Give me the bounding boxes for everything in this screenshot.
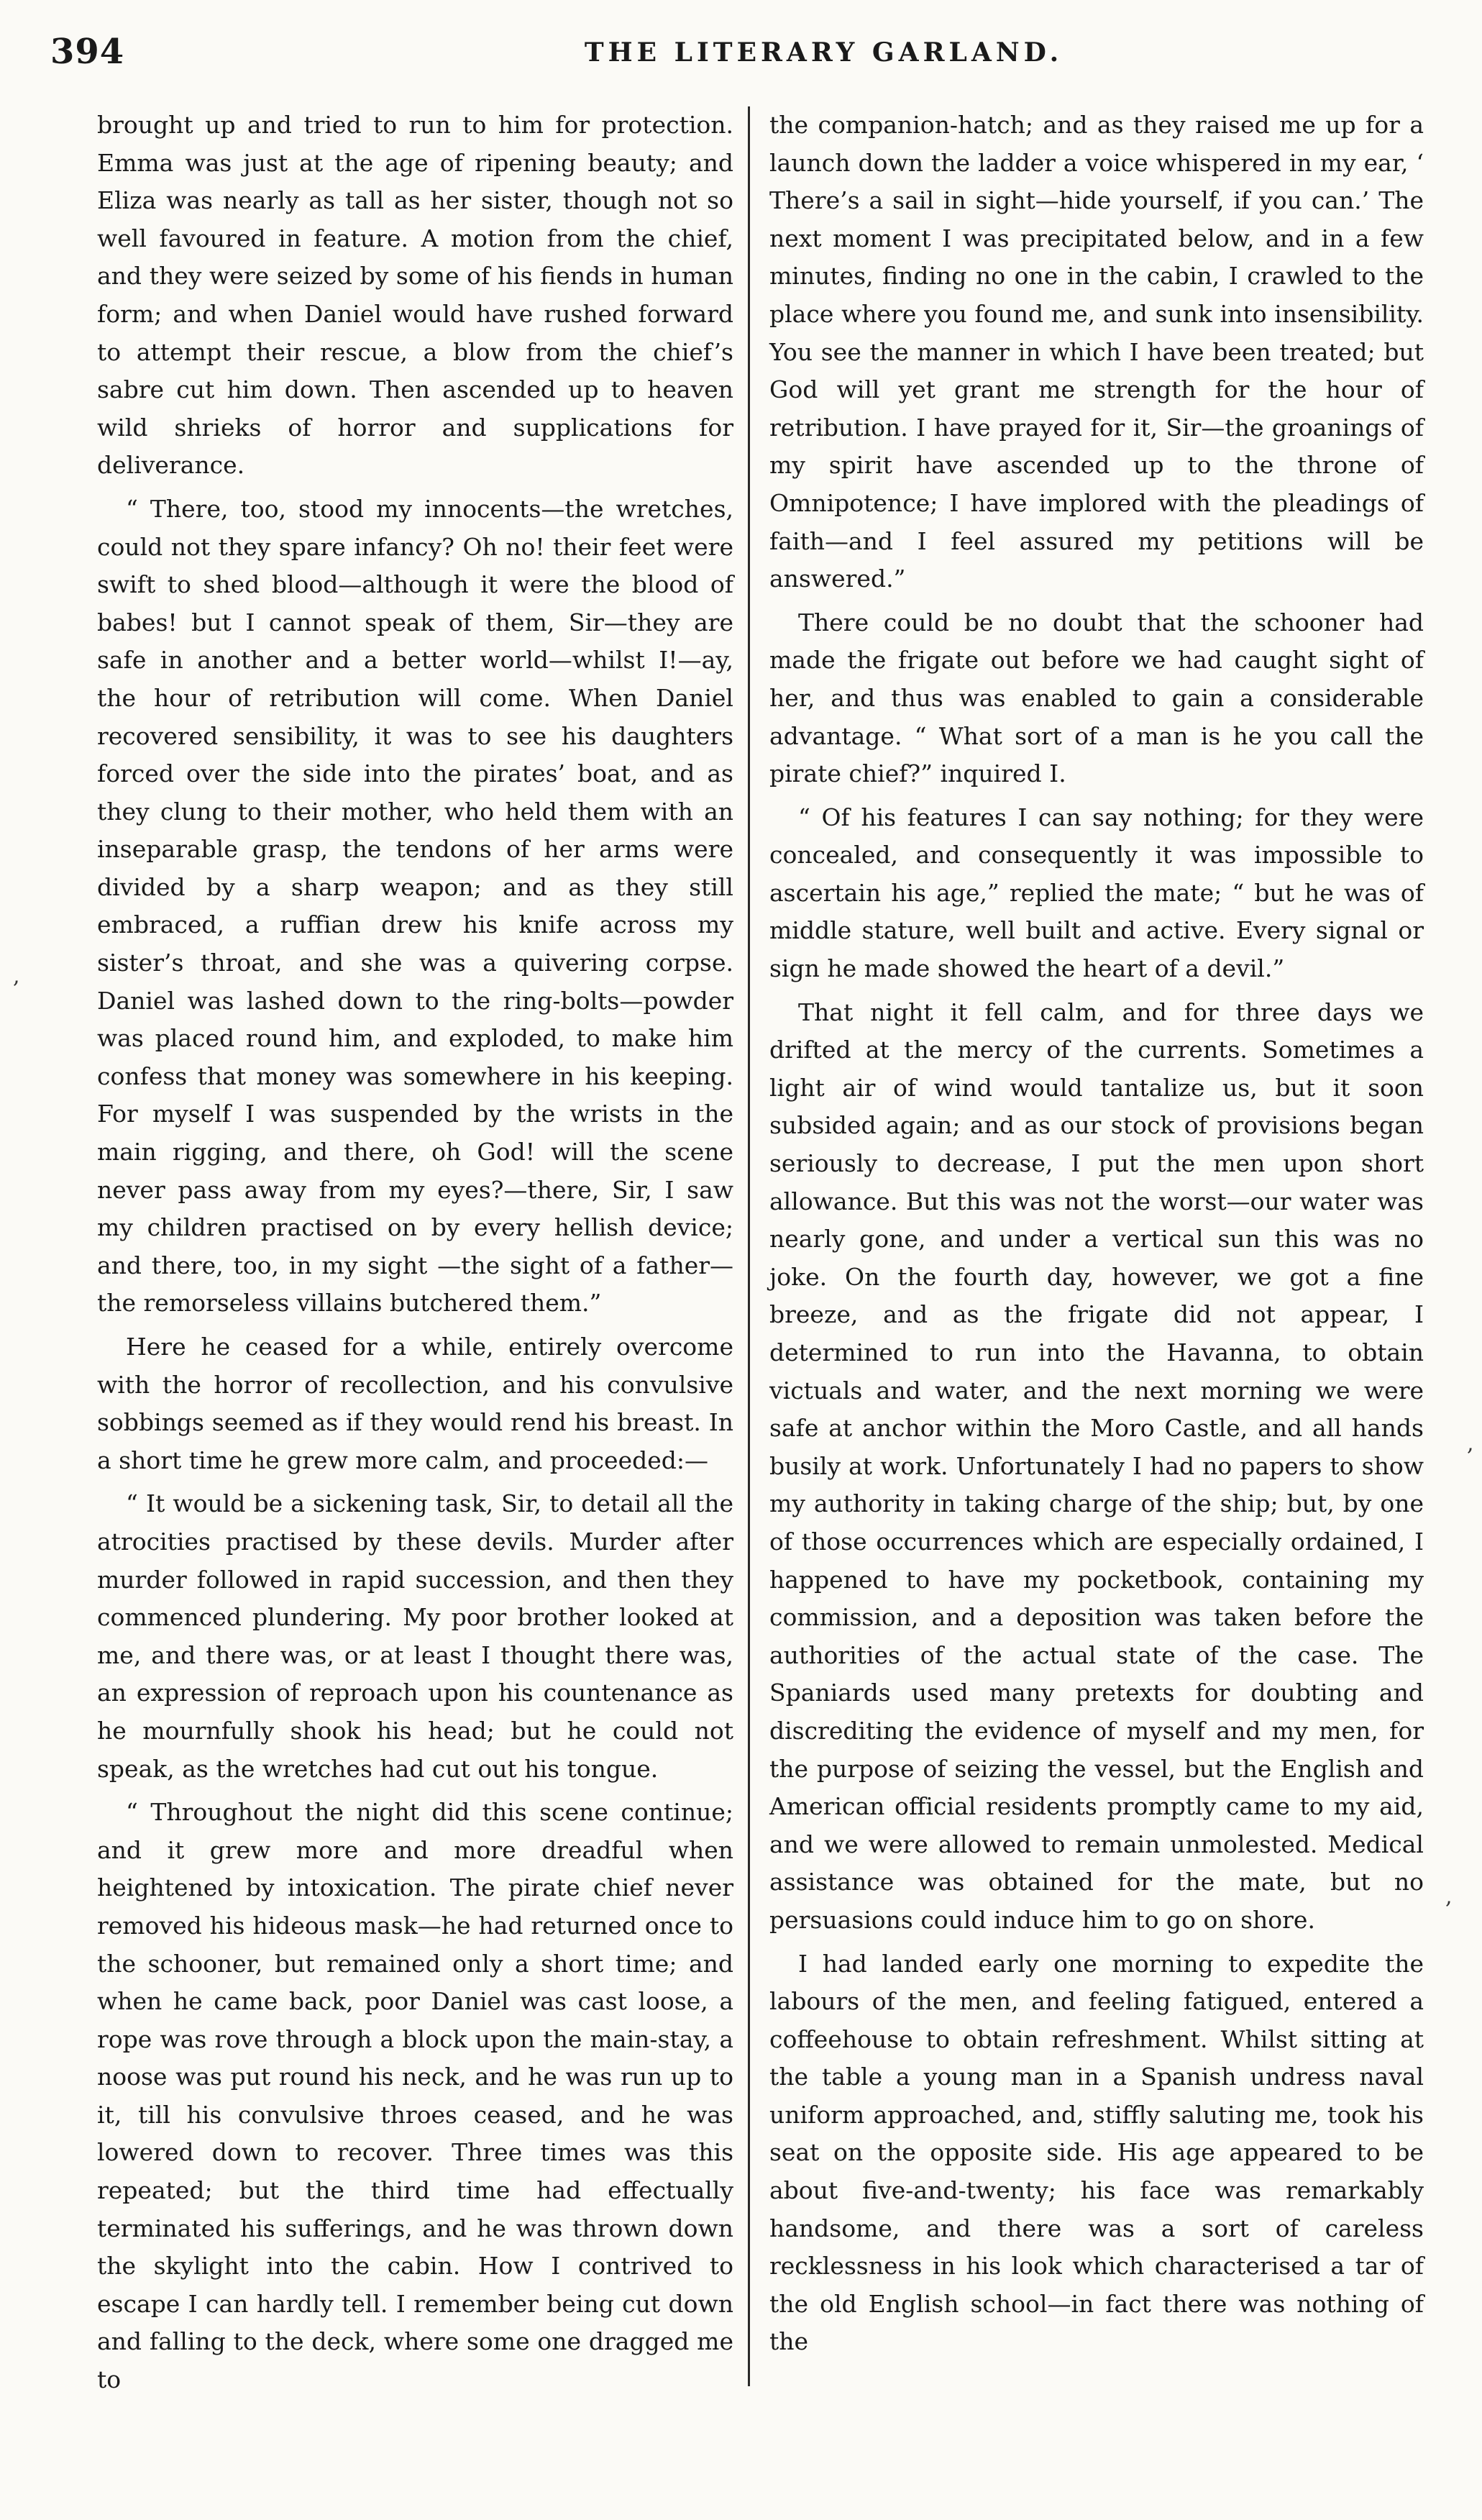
- paragraph: I had landed early one morning to expedite the labours of the men, and feeling fatigued, entered a coffeehouse to obtain refreshment. Whilst sitting at the table a young man in a Spanish undress naval uniform approached, and, stiffly saluting me, took his seat on the opposite side. His age appeared to be about five-and-twenty; his face was remarkably handsome, and there was a sort of careless recklessness in his look which characterised a tar of the old English school—in fact there was nothing of the: [769, 1949, 1424, 2356]
- column-divider: [748, 106, 750, 2386]
- margin-mark: ,: [1445, 1884, 1453, 1909]
- paragraph: brought up and tried to run to him for protection. Emma was just at the age of ripening beauty; and Eliza was nearly as tall as her sister, though not so well favoured in feature. A motion from the chief, and they were seized by some of his fiends in human form; and when Daniel would have rushed forward to attempt their rescue, a blow from the chief’s sabre cut him down. Then ascended up to heaven wild shrieks of horror and supplications for deliverance.: [97, 111, 733, 480]
- left-column: [97, 106, 733, 2399]
- right-column: [769, 106, 1424, 2361]
- paragraph: “ Throughout the night did this scene continue; and it grew more and more dreadful when heightened by intoxication. The pirate chief never removed his hideous mask—he had returned once to the schooner, but remained only a short time; and when he came back, poor Daniel was cast loose, a rope was rove through a block upon the main-stay, a noose was put round his neck, and he was run up to it, till his convulsive throes ceased, and he was lowered down to recover. Three times was this repeated; but the third time had effectually terminated his sufferings, and he was thrown down the skylight into the cabin. How I contrived to escape I can hardly tell. I remember being cut down and falling to the deck, where some one dragged me to: [97, 1798, 733, 2394]
- paragraph: “ It would be a sickening task, Sir, to detail all the atrocities practised by these devils. Murder after murder followed in rapid succession, and then they commenced plundering. My poor brother looked at me, and there was, or at least I thought there was, an expression of reproach upon his countenance as he mournfully shook his head; but he could not speak, as the wretches had cut out his tongue.: [97, 1489, 733, 1783]
- paragraph: the companion-hatch; and as they raised me up for a launch down the ladder a voice whispered in my ear, ‘ There’s a sail in sight—hide yourself, if you can.’ The next moment I was precipitated below, and in a few minutes, finding no one in the cabin, I crawled to the place where you found me, and sunk into insensibility. You see the manner in which I have been treated; but God will yet grant me strength for the hour of retribution. I have prayed for it, Sir—the groanings of my spirit have ascended up to the throne of Omnipotence; I have implored with the pleadings of faith—and I feel assured my petitions will be answered.”: [769, 111, 1424, 593]
- paragraph: “ There, too, stood my innocents—the wretches, could not they spare infancy? Oh no! their feet were swift to shed blood—although it were the blood of babes! but I cannot speak of them, Sir—they are safe in another and a better world—whilst I!—ay, the hour of retribution will come. When Daniel recovered sensibility, it was to see his daughters forced over the side into the pirates’ boat, and as they clung to their mother, who held them with an inseparable grasp, the tendons of her arms were divided by a sharp weapon; and as they still embraced, a ruffian drew his knife across my sister’s throat, and she was a quivering corpse. Daniel was lashed down to the ring-bolts—powder was placed round him, and exploded, to make him confess that money was somewhere in his keeping. For myself I was suspended by the wrists in the main rigging, and there, oh God! will the scene never pass away from my eyes?—there, Sir, I saw my children practised on by every hellish device; and there, too, in my sight —the sight of a father—the remorseless villains butchered them.”: [97, 494, 733, 1318]
- paragraph: That night it fell calm, and for three days we drifted at the mercy of the currents. Sometimes a light air of wind would tantalize us, but it soon subsided again; and as our stock of provisions began seriously to decrease, I put the men upon short allowance. But this was not the worst—our water was nearly gone, and under a vertical sun this was no joke. On the fourth day, however, we got a fine breeze, and as the frigate did not appear, I determined to run into the Havanna, to obtain victuals and water, and the next morning we were safe at anchor within the Moro Castle, and all hands busily at work. Unfortunately I had no papers to show my authority in taking charge of the ship; but, by one of those occurrences which are especially ordained, I happened to have my pocketbook, containing my commission, and a deposition was taken before the authorities of the actual state of the case. The Spaniards used many pretexts for doubting and discrediting the evidence of myself and my men, for the purpose of seizing the vessel, but the English and American official residents promptly came to my aid, and we were allowed to remain unmolested. Medical assistance was obtained for the mate, but no persuasions could induce him to go on shore.: [769, 998, 1424, 1934]
- margin-mark: ,: [13, 964, 20, 989]
- paragraph: There could be no doubt that the schooner had made the frigate out before we had caught sight of her, and thus was enabled to gain a considerable advantage. “ What sort of a man is he you call the pirate chief?” inquired I.: [769, 608, 1424, 788]
- running-title: THE LITERARY GARLAND.: [584, 37, 1064, 68]
- page-number: 394: [50, 32, 125, 72]
- paragraph: “ Of his features I can say nothing; for they were concealed, and consequently it was impossible to ascertain his age,” replied the mate; “ but he was of middle stature, well built and active. Every signal or sign he made showed the heart of a devil.”: [769, 803, 1424, 983]
- paragraph: Here he ceased for a while, entirely overcome with the horror of recollection, and his convulsive sobbings seemed as if they would rend his breast. In a short time he grew more calm, and proceeded:—: [97, 1333, 733, 1474]
- margin-mark: ,: [1467, 1431, 1474, 1456]
